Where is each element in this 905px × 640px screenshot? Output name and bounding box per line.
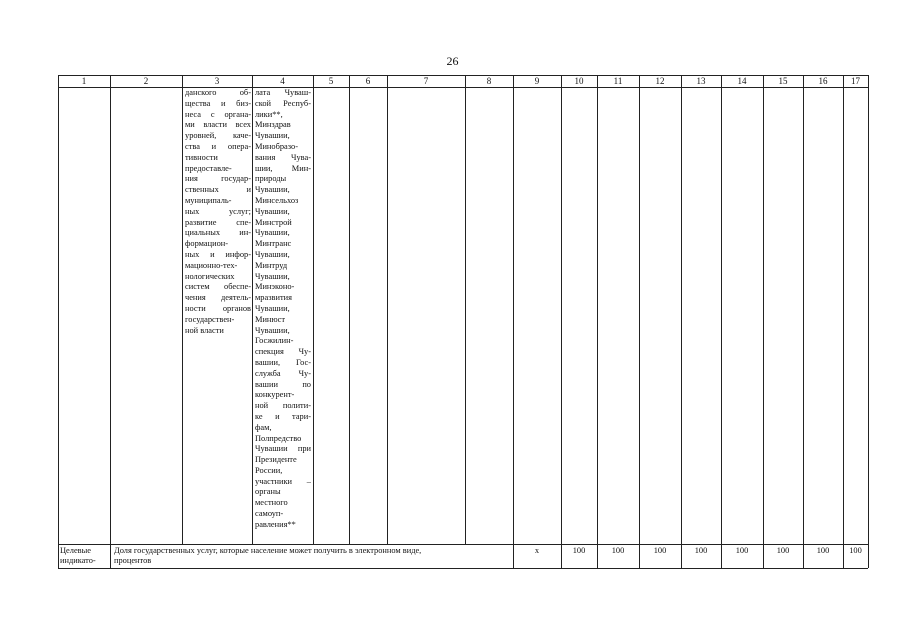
column-header-1: 1 — [81, 76, 87, 86]
responsible-executor-line: мразвития — [255, 293, 292, 303]
responsible-executor-line: вашии по — [255, 379, 311, 389]
task-description-line: ства и опера- — [185, 141, 251, 151]
task-description-cell — [185, 88, 251, 336]
task-description-line: уровней, каче- — [185, 131, 251, 141]
responsible-executor-line: Президенте — [255, 455, 297, 465]
responsible-executor-line: Минэконо- — [255, 282, 295, 292]
column-header-6: 6 — [365, 76, 371, 86]
task-description-line: тивности — [185, 152, 218, 162]
responsible-executor-line: лики**, — [255, 109, 283, 119]
indicator-value-col12: 100 — [653, 546, 667, 555]
indicator-value-col15: 100 — [776, 546, 790, 555]
task-description-line: ми власти всех — [185, 120, 251, 130]
responsible-executor-line: ке и тари- — [255, 411, 311, 421]
responsible-executor-line: Минстрой — [255, 217, 292, 227]
responsible-executor-line: Чувашии при — [255, 444, 311, 454]
column-divider — [58, 75, 59, 568]
responsible-executor-line: Чувашии, — [255, 206, 290, 216]
task-description-line: нологических — [185, 271, 235, 281]
column-header-13: 13 — [696, 76, 706, 86]
column-header-7: 7 — [423, 76, 429, 86]
responsible-executor-line: Чувашии, — [255, 325, 290, 335]
responsible-executor-line: лата Чуваш- — [255, 88, 311, 97]
task-description-line: щества и биз- — [185, 98, 251, 108]
column-header-3: 3 — [214, 76, 220, 86]
responsible-executor-line: Чувашии, — [255, 249, 290, 259]
column-header-17: 17 — [851, 76, 860, 86]
task-description-line: ной власти — [185, 325, 224, 335]
row-divider — [58, 544, 868, 545]
task-description-line: предоставле- — [185, 163, 232, 173]
column-header-2: 2 — [143, 76, 149, 86]
task-description-line: ности органов — [185, 303, 251, 313]
column-divider — [513, 75, 514, 568]
column-divider — [387, 75, 388, 544]
column-divider — [597, 75, 598, 568]
header-bottom-border — [58, 87, 868, 88]
column-header-9: 9 — [534, 76, 540, 86]
indicator-name-line-1: Доля государственных услуг, которые население может получить в электронном виде, — [114, 546, 422, 555]
responsible-executor-line: ной полити- — [255, 401, 311, 411]
responsible-executor-line: Чувашии, — [255, 131, 290, 141]
column-header-10: 10 — [574, 76, 584, 86]
indicator-name-line-2: процентов — [114, 556, 152, 565]
column-header-16: 16 — [818, 76, 828, 86]
responsible-executor-line: равления** — [255, 519, 296, 529]
responsible-executor-line: Чувашии, — [255, 303, 290, 313]
responsible-executor-line: Полпредство — [255, 433, 302, 443]
responsible-executor-line: вашии, Гос- — [255, 357, 311, 367]
column-divider — [252, 75, 253, 544]
task-description-line: мационно-тех- — [185, 260, 238, 270]
column-divider — [721, 75, 722, 568]
column-header-8: 8 — [486, 76, 492, 86]
task-description-line: государствен- — [185, 314, 235, 324]
responsible-executor-line: Минобразо- — [255, 141, 298, 151]
task-description-line: чения деятель- — [185, 293, 251, 303]
indicator-value-col13: 100 — [694, 546, 708, 555]
column-divider — [465, 75, 466, 544]
indicator-name-cell — [114, 546, 512, 566]
indicator-label-cell — [60, 546, 110, 566]
responsible-executor-line: местного — [255, 498, 288, 508]
responsible-executor-line: Чувашии, — [255, 271, 290, 281]
responsible-executor-line: России, — [255, 465, 283, 475]
table-top-border — [58, 75, 868, 76]
column-divider — [843, 75, 844, 568]
task-description-line: циальных ин- — [185, 228, 251, 238]
column-header-12: 12 — [655, 76, 665, 86]
indicator-label-line-1: Целевые — [60, 546, 91, 555]
indicator-value-col10: 100 — [572, 546, 586, 555]
indicator-value-col11: 100 — [611, 546, 625, 555]
column-header-11: 11 — [613, 76, 623, 86]
column-divider — [110, 75, 111, 568]
column-divider — [803, 75, 804, 568]
responsible-executors-cell — [255, 88, 311, 531]
indicator-col9-value: х — [534, 546, 540, 555]
column-header-5: 5 — [328, 76, 334, 86]
column-divider — [561, 75, 562, 568]
responsible-executor-line: Минтруд — [255, 260, 288, 270]
responsible-executor-line: фам, — [255, 422, 272, 432]
responsible-executor-line: спекция Чу- — [255, 347, 311, 357]
column-divider — [639, 75, 640, 568]
task-description-line: ственных и — [185, 185, 251, 195]
page-number: 26 — [446, 54, 459, 68]
column-divider — [681, 75, 682, 568]
task-description-line: ных услуг; — [185, 206, 251, 216]
column-divider — [313, 75, 314, 544]
responsible-executor-line: Госжилин- — [255, 336, 294, 346]
responsible-executor-line: природы — [255, 174, 287, 184]
task-description-line: данского об- — [185, 88, 251, 97]
task-description-line: ния государ- — [185, 174, 251, 184]
indicator-label-line-2: индикато- — [60, 556, 96, 565]
table-bottom-border — [58, 568, 868, 569]
responsible-executor-line: Минздрав — [255, 120, 291, 130]
responsible-executor-line: органы — [255, 487, 281, 497]
column-divider — [182, 75, 183, 544]
column-header-15: 15 — [778, 76, 788, 86]
column-header-4: 4 — [280, 76, 285, 86]
indicator-value-col17: 100 — [849, 546, 862, 555]
task-description-line: развитие спе- — [185, 217, 251, 227]
responsible-executor-line: Минюст — [255, 314, 286, 324]
responsible-executor-line: Минтранс — [255, 239, 292, 249]
column-header-14: 14 — [737, 76, 747, 86]
task-description-line: ных и инфор- — [185, 249, 251, 259]
indicator-value-col16: 100 — [816, 546, 830, 555]
responsible-executor-line: конкурент- — [255, 390, 295, 400]
column-divider — [868, 75, 869, 568]
task-description-line: формацион- — [185, 239, 229, 249]
responsible-executor-line: Минсельхоз — [255, 195, 299, 205]
column-divider — [349, 75, 350, 544]
responsible-executor-line: Чувашии, — [255, 185, 290, 195]
task-description-line: систем обеспе- — [185, 282, 251, 292]
responsible-executor-line: участники – — [255, 476, 311, 486]
indicator-value-col14: 100 — [735, 546, 749, 555]
responsible-executor-line: ской Респуб- — [255, 98, 311, 108]
task-description-line: муниципаль- — [185, 195, 232, 205]
responsible-executor-line: шии, Мин- — [255, 163, 311, 173]
responsible-executor-line: самоуп- — [255, 509, 284, 519]
responsible-executor-line: Чувашии, — [255, 228, 290, 238]
column-divider — [763, 75, 764, 568]
responsible-executor-line: служба Чу- — [255, 368, 311, 378]
responsible-executor-line: вания Чува- — [255, 152, 311, 162]
task-description-line: неса с органа- — [185, 109, 251, 119]
